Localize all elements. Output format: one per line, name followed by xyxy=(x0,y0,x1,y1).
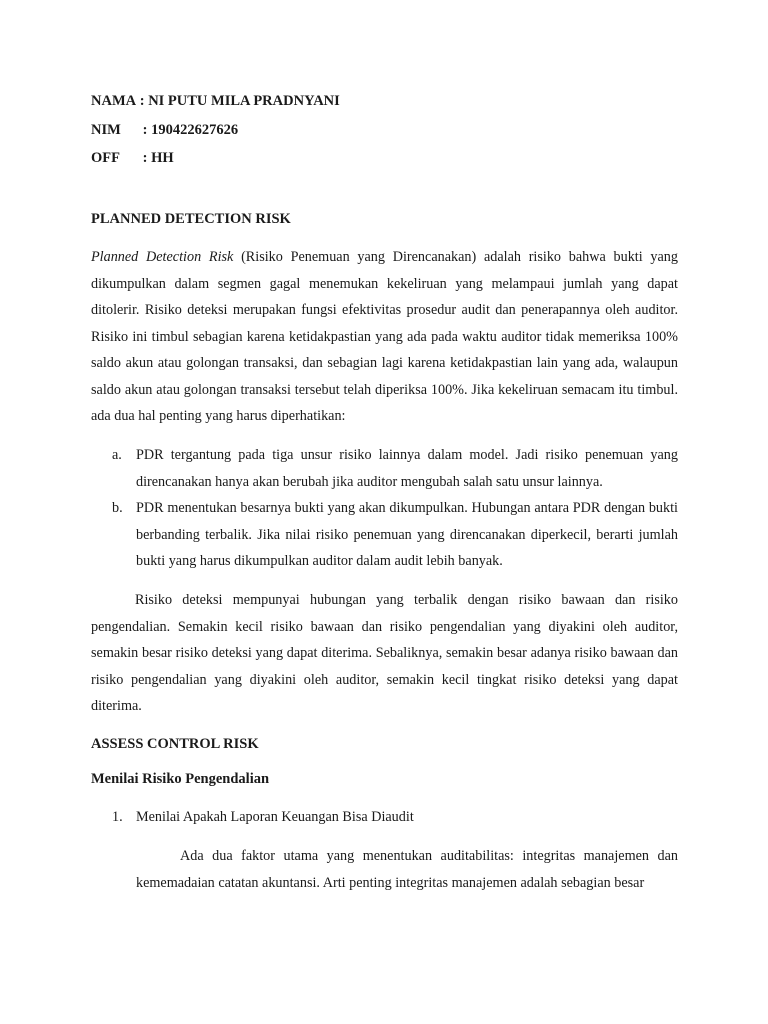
intro-text: (Risiko Penemuan yang Direncanakan) adalah risiko bahwa bukti yang dikumpulkan dalam segmen gagal menemukan kekeliruan yang melampaui jumlah yang dapat ditolerir. Risiko deteksi merupakan fungsi efektivitas prosedur audit dan penerapannya oleh auditor. Risiko ini timbul sebagian karena ketidakpastian yang ada pada waktu auditor tidak memeriksa 100% saldo akun atau golongan transaksi, dan sebagian lagi karena ketidakpastian lain yang ada, walaupun saldo akun atau golongan transaksi tersebut telah diperiksa 100%. Jika kekeliruan semacam itu timbul. ada dua hal penting yang harus diperhatikan: xyxy=(91,249,678,424)
closing-paragraph: Risiko deteksi mempunyai hubungan yang terbalik dengan risiko bawaan dan risiko pengendalian. Semakin kecil risiko bawaan dan risiko pengendalian yang diyakini oleh auditor, semakin besar risiko deteksi yang dapat diterima. Sebaliknya, semakin besar adanya risiko bawaan dan risiko pengendalian yang diyakini oleh auditor, semakin kecil tingkat risiko deteksi yang dapat diterima. xyxy=(91,592,678,714)
list-marker: a. xyxy=(112,447,122,463)
name-value: : NI PUTU MILA PRADNYANI xyxy=(139,93,340,109)
numbered-item-title: Menilai Apakah Laporan Keuangan Bisa Diaudit xyxy=(136,809,414,825)
list-item-text: PDR tergantung pada tiga unsur risiko lainnya dalam model. Jadi risiko penemuan yang direncanakan hanya akan berubah jika auditor mengubah salah satu unsur lainnya. xyxy=(136,447,678,490)
name-label: NAMA xyxy=(91,93,137,109)
intro-paragraph xyxy=(91,244,678,430)
numbered-item xyxy=(91,804,678,831)
section-heading-planned-detection-risk: PLANNED DETECTION RISK xyxy=(91,211,291,227)
nim-label: NIM xyxy=(91,122,121,138)
section-heading-assess-control-risk: ASSESS CONTROL RISK xyxy=(91,736,259,752)
off-label: OFF xyxy=(91,150,120,166)
nim-value: : 190422627626 xyxy=(142,122,239,138)
list-marker: b. xyxy=(112,500,123,516)
numbered-item-paragraph: Ada dua faktor utama yang menentukan auditabilitas: integritas manajemen dan kememadaian catatan akuntansi. Arti penting integritas manajemen adalah sebagian besar xyxy=(136,848,678,891)
list-item xyxy=(91,442,678,495)
list-item-text: PDR menentukan besarnya bukti yang akan dikumpulkan. Hubungan antara PDR dengan bukti berbanding terbalik. Jika nilai risiko penemuan yang direncanakan diperkecil, berarti jumlah bukti yang harus dikumpulkan auditor dalam audit lebih banyak. xyxy=(136,500,678,569)
subheading-menilai-risiko: Menilai Risiko Pengendalian xyxy=(91,771,270,787)
student-name-line xyxy=(91,93,340,110)
intro-term: Planned Detection Risk xyxy=(91,249,234,265)
list-item xyxy=(91,495,678,575)
student-off-line xyxy=(91,150,174,167)
student-nim-line xyxy=(91,122,238,139)
numbered-marker: 1. xyxy=(112,809,123,825)
off-value: : HH xyxy=(142,150,174,166)
